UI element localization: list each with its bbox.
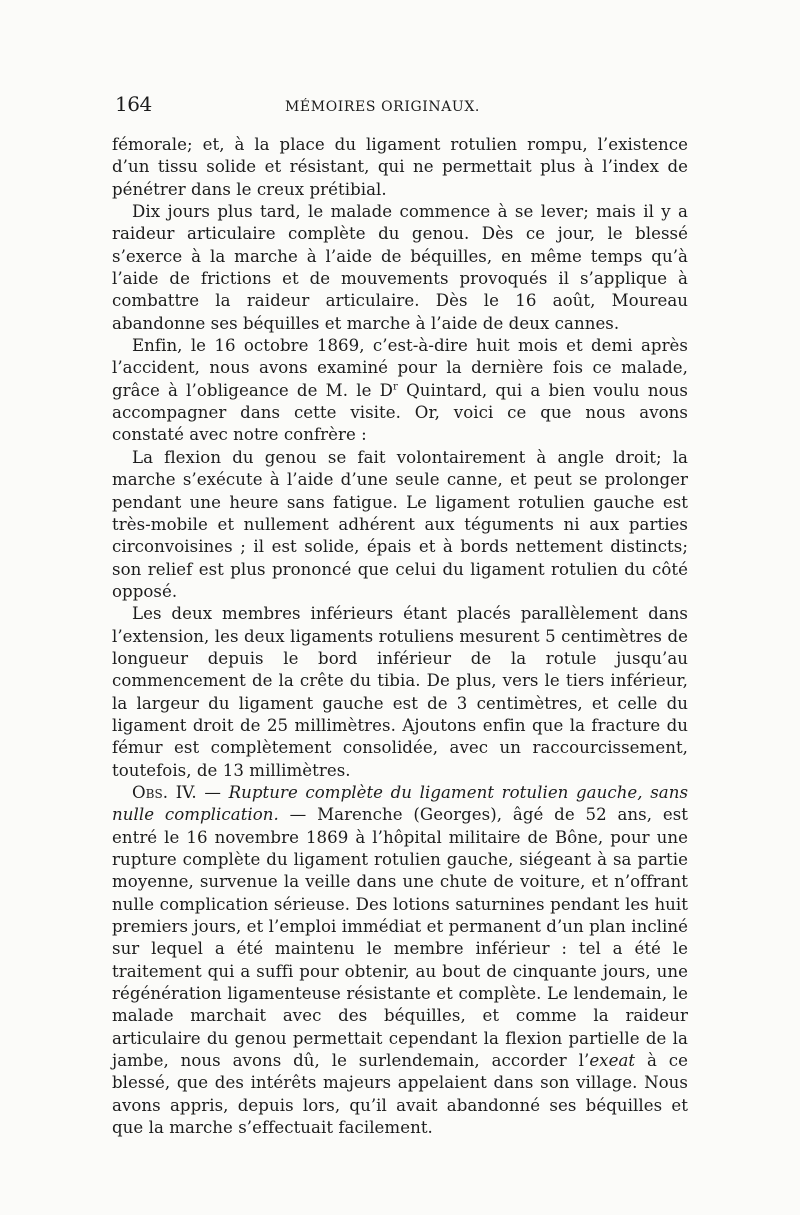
- paragraph: Les deux membres inférieurs étant placés parallèlement dans l’extension, les deux ligaments rotuliens mesurent 5 centimètres de longueur depuis le bord inférieur de la rotule jusqu’au commencement de la crête du tibia. De plus, vers le tiers inférieur, la largeur du ligament gauche est de 3 centimètres, et celle du ligament droit de 25 millimètres. Ajoutons enfin que la fracture du fémur est complètement consolidée, avec un raccourcissement, toutefois, de 13 millimètres.: [112, 604, 688, 780]
- observation-title: Rupture complète du ligament rotulien gauche, sans nulle complication.: [112, 782, 689, 825]
- paragraph: fémorale; et, à la place du ligament rotulien rompu, l’existence d’un tissu solide et résistant, qui ne permettait plus à l’index de pénétrer dans le creux prétibial.: [112, 135, 688, 199]
- observation-text: à ce blessé, que des intérêts majeurs appelaient dans son village. Nous avons appris, depuis lors, qu’il avait abandonné ses béquilles et que la marche s’effectuait facilement.: [112, 1051, 688, 1138]
- superscript: r: [393, 381, 398, 393]
- page-number: 164: [115, 92, 152, 116]
- observation-label: Obs. IV.: [132, 782, 197, 802]
- running-title: MÉMOIRES ORIGINAUX.: [285, 99, 480, 115]
- paragraph: [112, 335, 688, 447]
- paragraph: Dix jours plus tard, le malade commence à se lever; mais il y a raideur articulaire complète du genou. Dès ce jour, le blessé s’exerce à la marche à l’aide de béquilles, en même temps qu’à l’aide de frictions et de mouvements provoqués il s’applique à combattre la raideur articulaire. Dès le 16 août, Moureau abandonne ses béquilles et marche à l’aide de deux cannes.: [112, 202, 688, 333]
- observation-dash: —: [196, 782, 229, 802]
- italic-term: exeat: [589, 1051, 636, 1071]
- observation-paragraph: [112, 782, 688, 1140]
- paragraph-text: Quintard, qui a bien voulu nous accompagner dans cette visite. Or, voici ce que nous avons constaté avec notre confrère :: [112, 380, 688, 445]
- paragraph: La flexion du genou se fait volontairement à angle droit; la marche s’exécute à l’aide d’une seule canne, et peut se prolonger pendant une heure sans fatigue. Le ligament rotulien gauche est très-mobile et nullement adhérent aux téguments ni aux parties circonvoisines ; il est solide, épais et à bords nettement distincts; son relief est plus prononcé que celui du ligament rotulien du côté opposé.: [112, 447, 688, 601]
- body-text: [112, 134, 688, 1139]
- paragraph-text: Enfin, le 16 octobre 1869, c’est-à-dire huit mois et demi après l’accident, nous avons examiné pour la dernière fois ce malade, grâce à l’obligeance de M. le D: [112, 336, 688, 400]
- running-head: [115, 92, 688, 120]
- observation-text: — Marenche (Georges), âgé de 52 ans, est entré le 16 novembre 1869 à l’hôpital militaire de Bône, pour une rupture complète du ligament rotulien gauche, siégeant à sa partie moyenne, survenue la veille dans une chute de voiture, et n’offrant nulle complication sérieuse. Des lotions saturnines pendant les huit premiers jours, et l’emploi immédiat et permanent d’un plan incliné sur lequel a été maintenu le membre inférieur : tel a été le traitement qui a suffi pour obtenir, au bout de cinquante jours, une régénération ligamenteuse résistante et complète. Le lendemain, le malade marchait avec des béquilles, et comme la raideur articulaire du genou permettait cependant la flexion partielle de la jambe, nous avons dû, le surlendemain, accorder l’: [112, 805, 688, 1071]
